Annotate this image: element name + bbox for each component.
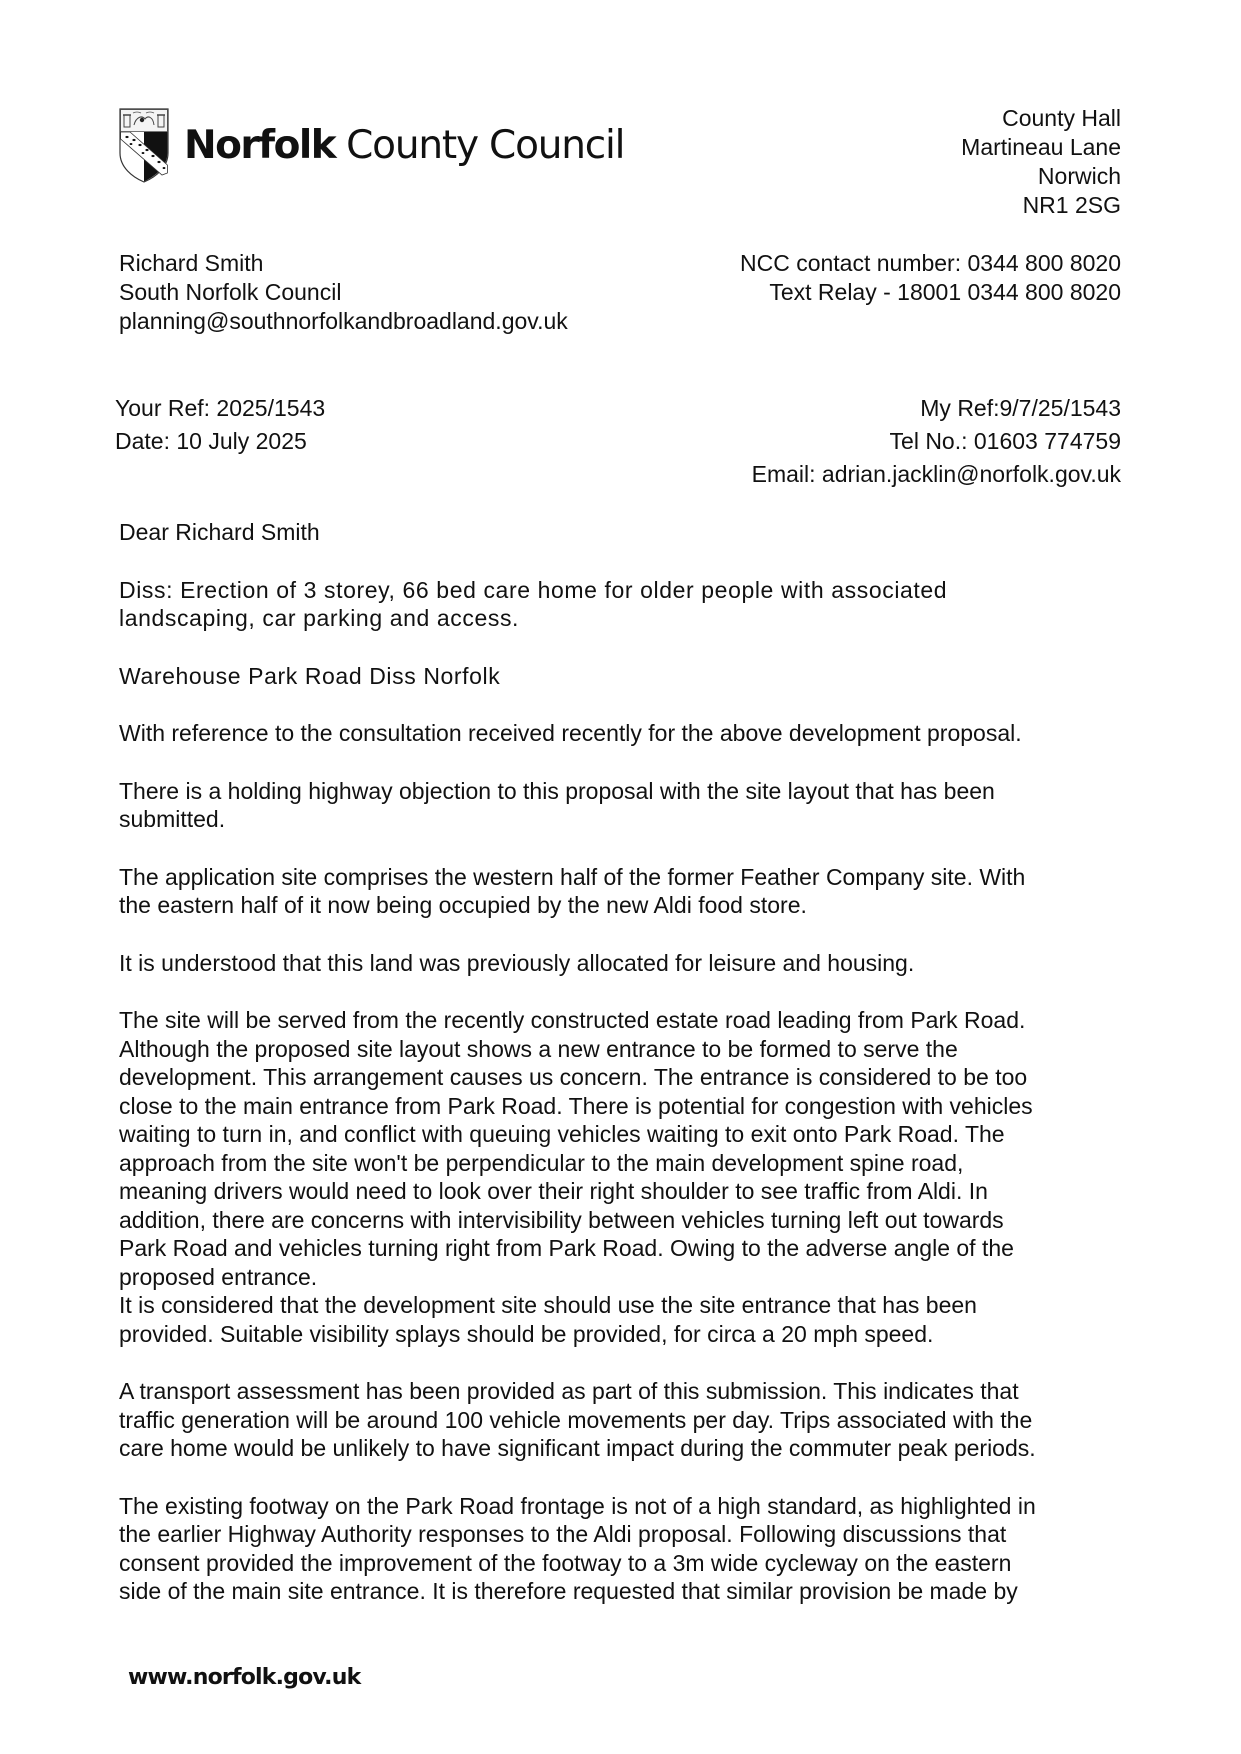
paragraph-line: With reference to the consultation received recently for the above development proposal. <box>119 720 1022 746</box>
paragraph-line: development. This arrangement causes us concern. The entrance is considered to be too <box>119 1064 1028 1090</box>
contact-block <box>740 249 1121 307</box>
subject-heading <box>119 576 1129 633</box>
subject-line: Diss: Erection of 3 storey, 66 bed care home for older people with associated <box>119 576 948 603</box>
org-name-bold: Norfolk <box>184 122 336 168</box>
paragraph-line: proposed entrance. <box>119 1263 318 1290</box>
address-line: NR1 2SG <box>1022 192 1121 218</box>
paragraph-consultation <box>119 719 1129 748</box>
paragraph-line: the earlier Highway Authority responses to the Aldi proposal. Following discussions that <box>119 1521 1007 1547</box>
footer-website[interactable]: www.norfolk.gov.uk <box>128 1665 361 1690</box>
letterhead-logo <box>118 107 624 183</box>
your-reference: Your Ref: 2025/1543 <box>115 395 326 421</box>
address-line: County Hall <box>1002 105 1121 131</box>
my-reference: My Ref:9/7/25/1543 <box>920 395 1121 421</box>
paragraph-line: side of the main site entrance. It is therefore requested that similar provision be made by <box>119 1578 1018 1604</box>
sender-address <box>961 104 1121 220</box>
paragraph-line: It is considered that the development site should use the site entrance that has been <box>119 1292 977 1318</box>
org-name-rest: County Council <box>346 122 625 168</box>
salutation-text: Dear Richard Smith <box>119 519 320 545</box>
paragraph-line: waiting to turn in, and conflict with queuing vehicles waiting to exit onto Park Road. The <box>119 1121 1005 1147</box>
recipient-organisation: South Norfolk Council <box>119 279 342 305</box>
letter-body <box>119 518 1129 1635</box>
paragraph-line: consent provided the improvement of the footway to a 3m wide cycleway on the eastern <box>119 1549 1012 1576</box>
recipient-block <box>119 249 568 336</box>
paragraph-objection <box>119 777 1129 834</box>
paragraph-line: submitted. <box>119 806 226 832</box>
references-left <box>115 392 325 458</box>
recipient-name: Richard Smith <box>119 250 264 276</box>
paragraph-line: A transport assessment has been provided as part of this submission. This indicates that <box>119 1378 1019 1404</box>
references-right <box>752 392 1121 491</box>
paragraph-line: traffic generation will be around 100 vehicle movements per day. Trips associated with the <box>119 1406 1033 1433</box>
paragraph-line: Park Road and vehicles turning right from Park Road. Owing to the adverse angle of the <box>119 1235 1014 1261</box>
recipient-email: planning@southnorfolkandbroadland.gov.uk <box>119 308 568 334</box>
letter-date: Date: 10 July 2025 <box>115 428 307 454</box>
telephone-number: Tel No.: 01603 774759 <box>889 428 1121 454</box>
organisation-name <box>184 122 625 168</box>
paragraph-line: approach from the site won't be perpendicular to the main development spine road, <box>119 1149 964 1176</box>
paragraph-line: It is understood that this land was previously allocated for leisure and housing. <box>119 949 915 976</box>
paragraph-allocation <box>119 949 1129 978</box>
paragraph-site-description <box>119 863 1129 920</box>
site-location <box>119 662 1129 691</box>
paragraph-line: The application site comprises the western half of the former Feather Company site. With <box>119 863 1026 890</box>
paragraph-access-concerns <box>119 1006 1129 1291</box>
paragraph-line: addition, there are concerns with intervisibility between vehicles turning left out towards <box>119 1206 1004 1233</box>
paragraph-site-entrance <box>119 1291 1129 1348</box>
paragraph-line: There is a holding highway objection to this proposal with the site layout that has been <box>119 777 995 804</box>
paragraph-line: meaning drivers would need to look over their right shoulder to see traffic from Aldi. In <box>119 1178 988 1204</box>
salutation <box>119 518 1129 547</box>
paragraph-footway <box>119 1492 1129 1606</box>
address-line: Martineau Lane <box>961 134 1121 160</box>
paragraph-line: care home would be unlikely to have significant impact during the commuter peak periods. <box>119 1435 1036 1461</box>
officer-email: Email: adrian.jacklin@norfolk.gov.uk <box>751 461 1121 487</box>
paragraph-transport-assessment <box>119 1377 1129 1463</box>
location-text: Warehouse Park Road Diss Norfolk <box>119 662 501 689</box>
paragraph-line: Although the proposed site layout shows a new entrance to be formed to serve the <box>119 1035 958 1062</box>
paragraph-line: The site will be served from the recently constructed estate road leading from Park Road. <box>119 1007 1026 1033</box>
paragraph-line: The existing footway on the Park Road frontage is not of a high standard, as highlighted in <box>119 1492 1036 1519</box>
paragraph-line: provided. Suitable visibility splays should be provided, for circa a 20 mph speed. <box>119 1320 934 1347</box>
text-relay-number: Text Relay - 18001 0344 800 8020 <box>769 279 1121 305</box>
subject-line: landscaping, car parking and access. <box>119 605 520 631</box>
address-line: Norwich <box>1037 163 1121 189</box>
ncc-contact-number: NCC contact number: 0344 800 8020 <box>739 250 1121 276</box>
paragraph-line: the eastern half of it now being occupied by the new Aldi food store. <box>119 892 807 918</box>
paragraph-line: close to the main entrance from Park Road. There is potential for congestion with vehicles <box>119 1092 1033 1119</box>
coat-of-arms-icon <box>118 107 170 183</box>
